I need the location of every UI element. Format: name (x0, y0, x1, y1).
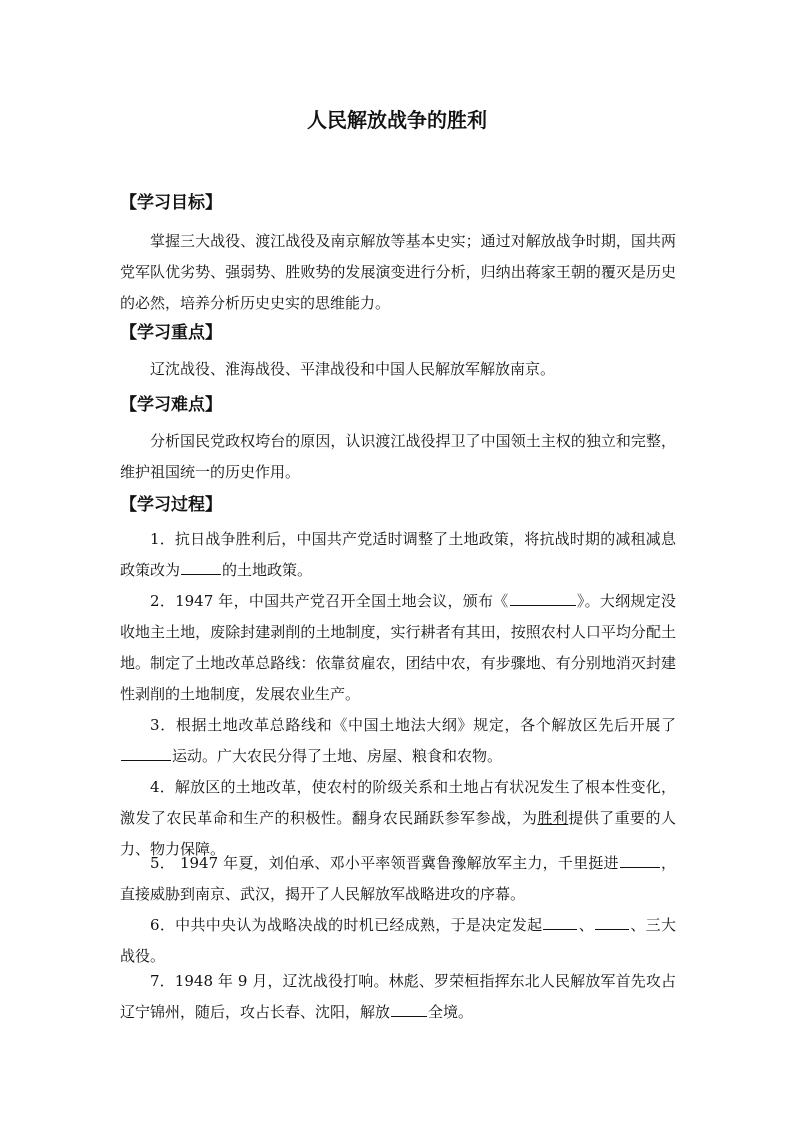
item-2-text-b: 》。大纲规定没收地主土地，废除封建剥削的土地制度，实行耕者有其田，按照农村人口平均分配土地。制定了土地改革总路线：依靠贫雇农，团结中农，有步骤地、有分别地消灭封建性剥削的土地制度，发展农业生产。 (120, 592, 676, 703)
item-4-text-a: 4．解放区的土地改革，使农村的阶级关系和土地占有状况发生了根本性变化，激发了农民革命和生产的积极性。翻身农民踊跃参军参战，为 (120, 778, 676, 827)
item-6-text-c: 三大战役。 (120, 916, 676, 965)
process-item-2 (120, 586, 676, 710)
answer-blank[interactable] (121, 744, 171, 761)
process-item-1 (120, 524, 676, 586)
page-title: 人民解放战争的胜利 (307, 108, 487, 132)
item-5-text-b: ，直接威胁到南京、武汉，揭开了人民解放军战略进攻的序幕。 (120, 854, 676, 903)
item-7-text-b: 全境。 (428, 1003, 474, 1021)
difficulties-heading: 【学习难点】 (120, 395, 222, 415)
item-3-text-b: 运动。广大农民分得了土地、房屋、粮食和农物。 (172, 747, 503, 765)
item-6-text-a: 6．中共中央认为战略决战的时机已经成熟，于是决定发起 (150, 916, 543, 934)
item-2-text-a: 2．1947 年，中国共产党召开全国土地会议，颁布《 (150, 592, 509, 610)
process-item-5 (120, 848, 676, 910)
item-4-underlined: 胜利 (537, 809, 569, 827)
objectives-heading: 【学习目标】 (120, 193, 222, 213)
item-6-sep-2: 、 (630, 916, 646, 934)
keypoints-heading: 【学习重点】 (120, 323, 222, 343)
item-5-text-a: 5． 1947 年夏，刘伯承、邓小平率领晋冀鲁豫解放军主力，千里挺进 (150, 854, 619, 872)
keypoints-text: 辽沈战役、淮海战役、平津战役和中国人民解放军解放南京。 (150, 360, 556, 378)
item-4-text-b: 提供了重要的人力、物力保障。 (120, 809, 676, 858)
answer-blank[interactable] (620, 851, 660, 868)
answer-blank[interactable] (181, 558, 221, 575)
item-3-text-a: 3．根据土地改革总路线和《中国土地法大纲》规定，各个解放区先后开展了 (150, 716, 676, 734)
objectives-text: 掌握三大战役、渡江战役及南京解放等基本史实；通过对解放战争时期，国共两党军队优劣势、强弱势、胜败势的发展演变进行分析，归纳出蒋家王朝的覆灭是历史的必然，培养分析历史史实的思维能力。 (120, 232, 676, 312)
answer-blank[interactable] (543, 913, 577, 930)
answer-blank[interactable] (391, 1000, 427, 1017)
item-1-text-a: 1．抗日战争胜利后，中国共产党适时调整了土地政策，将抗战时期的减租减息政策改为 (120, 530, 676, 579)
item-7-text-a: 7．1948 年 9 月，辽沈战役打响。林彪、罗荣桓指挥东北人民解放军首先攻占辽宁锦州，随后，攻占长春、沈阳，解放 (120, 972, 676, 1021)
process-item-6 (120, 910, 676, 972)
item-1-text-b: 的土地政策。 (222, 561, 313, 579)
item-6-sep-1: 、 (578, 916, 595, 934)
answer-blank[interactable] (510, 589, 576, 606)
process-heading: 【学习过程】 (120, 495, 222, 515)
difficulties-text: 分析国民党政权垮台的原因，认识渡江战役捍卫了中国领土主权的独立和完整，维护祖国统一的历史作用。 (120, 432, 676, 481)
answer-blank[interactable] (595, 913, 629, 930)
process-item-7 (120, 966, 676, 1028)
process-item-3 (120, 710, 676, 772)
